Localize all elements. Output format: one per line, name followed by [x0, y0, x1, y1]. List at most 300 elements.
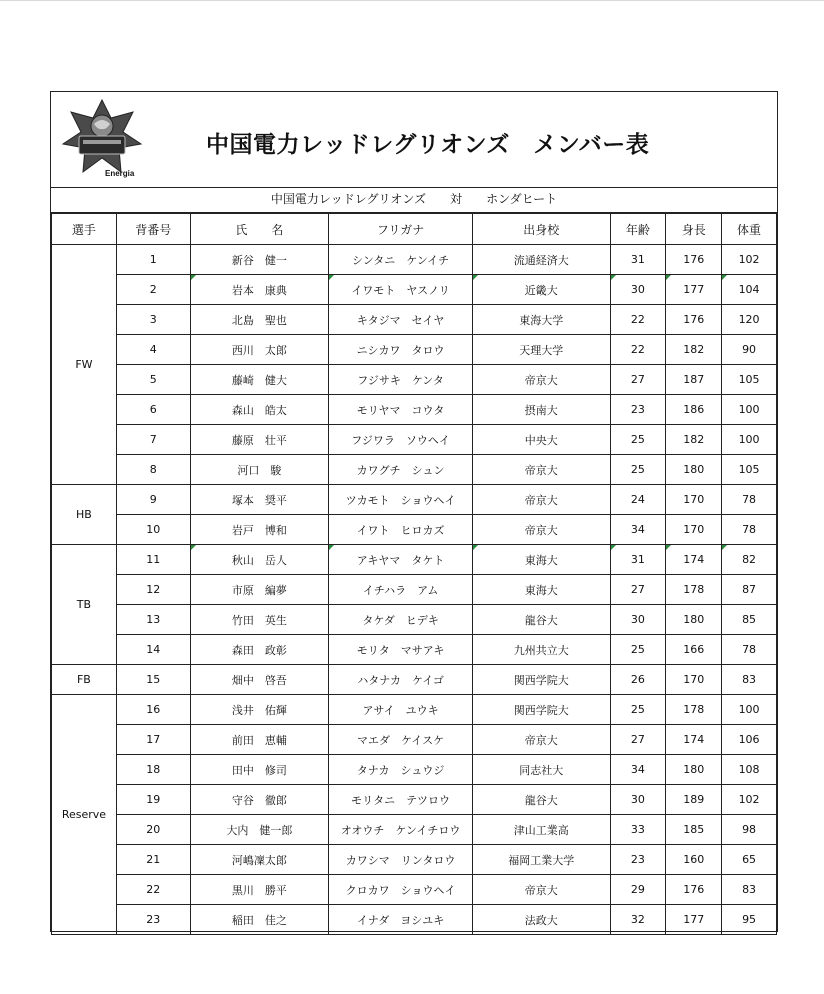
cell-height	[666, 305, 722, 335]
cell-name	[190, 455, 329, 485]
cell-name	[190, 275, 329, 305]
player-row	[52, 515, 777, 545]
player-school: 帝京大	[524, 373, 558, 387]
cell-school	[472, 875, 610, 905]
cell-school	[472, 605, 610, 635]
cell-weight	[722, 785, 777, 815]
cell-school	[472, 335, 610, 365]
player-number: 22	[146, 883, 161, 896]
player-height: 180	[683, 613, 705, 626]
cell-height	[666, 755, 722, 785]
cell-name	[190, 545, 329, 575]
player-row	[52, 785, 777, 815]
cell-weight	[722, 725, 777, 755]
logo-wordmark: Energia	[105, 169, 135, 178]
player-height: 160	[683, 853, 705, 866]
player-name: 守谷 徹郎	[231, 793, 287, 807]
cell-weight	[722, 635, 777, 665]
cell-furigana	[329, 845, 473, 875]
cell-furigana	[329, 455, 473, 485]
cell-furigana	[329, 695, 473, 725]
cell-school	[472, 665, 610, 695]
player-school: 流通経済大	[513, 253, 569, 267]
cell-name	[190, 785, 329, 815]
cell-furigana	[329, 815, 473, 845]
player-row	[52, 305, 777, 335]
player-school: 龍谷大	[524, 613, 558, 627]
player-number: 11	[146, 553, 161, 566]
player-school: 帝京大	[524, 733, 558, 747]
cell-name	[190, 365, 329, 395]
player-age: 33	[630, 823, 645, 836]
player-weight: 78	[742, 523, 757, 536]
cell-number	[116, 755, 190, 785]
player-school: 法政大	[524, 913, 558, 927]
cell-school	[472, 725, 610, 755]
comment-marker-icon	[722, 545, 727, 550]
player-height: 177	[683, 913, 705, 926]
player-weight: 90	[742, 343, 757, 356]
player-age: 25	[630, 703, 645, 716]
player-height: 170	[683, 523, 705, 536]
player-furigana: モリタニ テツロウ	[351, 793, 450, 807]
cell-name	[190, 845, 329, 875]
cell-height	[666, 365, 722, 395]
cell-name	[190, 515, 329, 545]
player-name: 黒川 勝平	[231, 883, 287, 897]
player-name: 西川 太郎	[231, 343, 287, 357]
player-furigana: ハタナカ ケイゴ	[357, 673, 444, 687]
cell-number	[116, 545, 190, 575]
player-name: 市原 編夢	[231, 583, 287, 597]
cell-number	[116, 905, 190, 935]
player-number: 12	[146, 583, 161, 596]
player-weight: 85	[742, 613, 757, 626]
cell-weight	[722, 335, 777, 365]
player-furigana: マエダ ケイスケ	[357, 733, 445, 747]
cell-number	[116, 335, 190, 365]
player-school: 帝京大	[524, 883, 558, 897]
cell-age	[610, 875, 666, 905]
player-furigana: イワモト ヤスノリ	[351, 283, 450, 297]
player-row	[52, 875, 777, 905]
cell-number	[116, 605, 190, 635]
player-age: 23	[630, 853, 645, 866]
cell-height	[666, 815, 722, 845]
player-furigana: クロカワ ショウヘイ	[345, 883, 456, 897]
cell-school	[472, 905, 610, 935]
cell-school	[472, 305, 610, 335]
player-furigana: ニシカワ タロウ	[356, 343, 445, 357]
comment-marker-icon	[722, 275, 727, 280]
player-weight: 78	[742, 493, 757, 506]
cell-height	[666, 245, 722, 275]
cell-name	[190, 605, 329, 635]
comment-marker-icon	[191, 545, 196, 550]
player-weight: 106	[738, 733, 760, 746]
player-row	[52, 695, 777, 725]
cell-number	[116, 275, 190, 305]
player-number: 17	[146, 733, 161, 746]
cell-weight	[722, 755, 777, 785]
player-school: 天理大学	[519, 343, 564, 357]
cell-weight	[722, 425, 777, 455]
cell-number	[116, 635, 190, 665]
cell-furigana	[329, 515, 473, 545]
player-name: 岩本 康典	[231, 283, 287, 297]
player-name: 浅井 佑輝	[231, 703, 287, 717]
player-number: 14	[146, 643, 161, 656]
roster-body	[52, 245, 777, 935]
player-number: 3	[149, 313, 157, 326]
cell-name	[190, 395, 329, 425]
cell-school	[472, 695, 610, 725]
cell-name	[190, 335, 329, 365]
player-name: 畑中 啓吾	[231, 673, 287, 687]
player-school: 帝京大	[524, 523, 558, 537]
player-height: 185	[683, 823, 705, 836]
player-row	[52, 395, 777, 425]
player-weight: 95	[742, 913, 757, 926]
player-height: 170	[683, 673, 705, 686]
cell-name	[190, 635, 329, 665]
player-name: 竹田 英生	[231, 613, 287, 627]
cell-height	[666, 695, 722, 725]
player-number: 15	[146, 673, 161, 686]
cell-height	[666, 905, 722, 935]
comment-marker-icon	[329, 275, 334, 280]
cell-height	[666, 455, 722, 485]
col-furigana: フリガナ	[329, 214, 473, 245]
player-school: 龍谷大	[524, 793, 558, 807]
player-school: 九州共立大	[513, 643, 569, 657]
cell-furigana	[329, 605, 473, 635]
player-number: 16	[146, 703, 161, 716]
col-number: 背番号	[116, 214, 190, 245]
player-row	[52, 485, 777, 515]
col-name: 氏 名	[190, 214, 329, 245]
cell-number	[116, 515, 190, 545]
player-name: 稲田 佳之	[231, 913, 287, 927]
player-height: 170	[683, 493, 705, 506]
player-weight: 65	[742, 853, 757, 866]
player-age: 22	[630, 313, 645, 326]
cell-height	[666, 275, 722, 305]
player-row	[52, 725, 777, 755]
player-name: 田中 修司	[231, 763, 287, 777]
cell-name	[190, 425, 329, 455]
col-age: 年齢	[610, 214, 666, 245]
player-height: 182	[683, 433, 705, 446]
player-row	[52, 425, 777, 455]
player-furigana: モリタ マサアキ	[356, 643, 445, 657]
cell-weight	[722, 395, 777, 425]
col-position: 選手	[52, 214, 117, 245]
player-number: 18	[146, 763, 161, 776]
cell-number	[116, 875, 190, 905]
player-height: 174	[683, 733, 705, 746]
cell-age	[610, 605, 666, 635]
player-furigana: シンタニ ケンイチ	[351, 253, 450, 267]
cell-age	[610, 785, 666, 815]
cell-name	[190, 815, 329, 845]
cell-age	[610, 635, 666, 665]
player-weight: 102	[738, 793, 760, 806]
cell-height	[666, 725, 722, 755]
player-age: 26	[630, 673, 645, 686]
cell-weight	[722, 815, 777, 845]
cell-weight	[722, 365, 777, 395]
cell-weight	[722, 305, 777, 335]
cell-name	[190, 905, 329, 935]
cell-height	[666, 425, 722, 455]
cell-name	[190, 485, 329, 515]
player-height: 178	[683, 703, 705, 716]
cell-school	[472, 845, 610, 875]
col-weight: 体重	[722, 214, 777, 245]
cell-age	[610, 815, 666, 845]
away-team: ホンダヒート	[486, 192, 558, 206]
player-weight: 100	[738, 403, 760, 416]
player-furigana: キタジマ セイヤ	[356, 313, 445, 327]
cell-furigana	[329, 575, 473, 605]
cell-weight	[722, 515, 777, 545]
cell-name	[190, 875, 329, 905]
player-age: 25	[630, 463, 645, 476]
cell-school	[472, 815, 610, 845]
player-height: 177	[683, 283, 705, 296]
player-row	[52, 275, 777, 305]
cell-school	[472, 635, 610, 665]
player-school: 関西学院大	[513, 703, 569, 717]
cell-age	[610, 395, 666, 425]
player-number: 10	[146, 523, 161, 536]
cell-height	[666, 845, 722, 875]
cell-school	[472, 485, 610, 515]
player-school: 津山工業高	[513, 823, 569, 837]
cell-age	[610, 725, 666, 755]
cell-number	[116, 365, 190, 395]
cell-height	[666, 335, 722, 365]
col-height: 身長	[666, 214, 722, 245]
player-weight: 108	[738, 763, 760, 776]
player-number: 20	[146, 823, 161, 836]
player-school: 東海大	[524, 553, 558, 567]
cell-furigana	[329, 755, 473, 785]
player-row	[52, 605, 777, 635]
cell-number	[116, 845, 190, 875]
player-height: 176	[683, 883, 705, 896]
top-divider	[0, 0, 824, 1]
player-name: 藤原 壮平	[231, 433, 287, 447]
player-weight: 105	[738, 373, 760, 386]
player-name: 秋山 岳人	[231, 553, 287, 567]
cell-furigana	[329, 335, 473, 365]
position-group-hb: HB	[52, 485, 117, 545]
player-school: 近畿大	[524, 283, 558, 297]
player-number: 9	[149, 493, 157, 506]
cell-age	[610, 365, 666, 395]
cell-height	[666, 665, 722, 695]
comment-marker-icon	[666, 545, 671, 550]
player-height: 174	[683, 553, 705, 566]
match-line	[51, 187, 777, 213]
player-furigana: イチハラ アム	[362, 583, 439, 597]
cell-furigana	[329, 305, 473, 335]
player-weight: 105	[738, 463, 760, 476]
cell-weight	[722, 905, 777, 935]
player-furigana: オオウチ ケンイチロウ	[340, 823, 461, 837]
col-school: 出身校	[472, 214, 610, 245]
cell-school	[472, 425, 610, 455]
player-school: 関西学院大	[513, 673, 569, 687]
cell-weight	[722, 875, 777, 905]
cell-age	[610, 455, 666, 485]
player-height: 189	[683, 793, 705, 806]
cell-furigana	[329, 875, 473, 905]
cell-age	[610, 335, 666, 365]
player-number: 4	[149, 343, 157, 356]
player-school: 摂南大	[524, 403, 558, 417]
player-age: 29	[630, 883, 645, 896]
player-row	[52, 245, 777, 275]
cell-name	[190, 575, 329, 605]
player-age: 25	[630, 643, 645, 656]
position-group-tb: TB	[52, 545, 117, 665]
cell-school	[472, 755, 610, 785]
versus-label: 対	[450, 192, 463, 206]
cell-school	[472, 575, 610, 605]
player-age: 23	[630, 403, 645, 416]
cell-furigana	[329, 665, 473, 695]
player-number: 8	[149, 463, 157, 476]
cell-furigana	[329, 365, 473, 395]
cell-weight	[722, 605, 777, 635]
cell-furigana	[329, 905, 473, 935]
cell-age	[610, 275, 666, 305]
comment-marker-icon	[329, 545, 334, 550]
player-school: 同志社大	[519, 763, 564, 777]
cell-weight	[722, 575, 777, 605]
cell-furigana	[329, 785, 473, 815]
player-height: 176	[683, 253, 705, 266]
cell-name	[190, 245, 329, 275]
cell-furigana	[329, 275, 473, 305]
player-furigana: アキヤマ タケト	[356, 553, 445, 567]
comment-marker-icon	[473, 545, 478, 550]
player-age: 32	[630, 913, 645, 926]
player-school: 帝京大	[524, 493, 558, 507]
player-name: 新谷 健一	[231, 253, 287, 267]
player-row	[52, 755, 777, 785]
player-age: 30	[630, 793, 645, 806]
cell-furigana	[329, 545, 473, 575]
player-row	[52, 365, 777, 395]
cell-age	[610, 305, 666, 335]
cell-school	[472, 545, 610, 575]
home-team: 中国電力レッドレグリオンズ	[270, 192, 427, 206]
player-weight: 100	[738, 433, 760, 446]
team-logo	[61, 96, 143, 182]
player-number: 1	[149, 253, 157, 266]
player-furigana: モリヤマ コウタ	[356, 403, 445, 417]
cell-weight	[722, 845, 777, 875]
cell-age	[610, 425, 666, 455]
player-furigana: イワト ヒロカズ	[356, 523, 445, 537]
cell-height	[666, 785, 722, 815]
player-number: 6	[149, 403, 157, 416]
header-row	[52, 214, 777, 245]
cell-weight	[722, 485, 777, 515]
player-age: 25	[630, 433, 645, 446]
player-furigana: ツカモト ショウヘイ	[345, 493, 456, 507]
player-school: 東海大	[524, 583, 558, 597]
player-weight: 83	[742, 883, 757, 896]
player-row	[52, 845, 777, 875]
player-furigana: フジワラ ソウヘイ	[351, 433, 450, 447]
cell-height	[666, 875, 722, 905]
player-school: 帝京大	[524, 463, 558, 477]
cell-school	[472, 245, 610, 275]
player-age: 22	[630, 343, 645, 356]
player-furigana: カワグチ シュン	[356, 463, 445, 477]
player-row	[52, 575, 777, 605]
player-age: 34	[630, 763, 645, 776]
player-age: 27	[630, 583, 645, 596]
cell-height	[666, 395, 722, 425]
cell-school	[472, 275, 610, 305]
player-weight: 87	[742, 583, 757, 596]
cell-height	[666, 485, 722, 515]
roster-table	[51, 213, 777, 935]
player-name: 河嶋凜太郎	[231, 853, 287, 867]
player-name: 大内 健一郎	[226, 823, 293, 837]
player-weight: 120	[738, 313, 760, 326]
cell-age	[610, 515, 666, 545]
player-number: 21	[146, 853, 161, 866]
player-height: 166	[683, 643, 705, 656]
player-height: 180	[683, 763, 705, 776]
player-weight: 82	[742, 553, 757, 566]
player-school: 東海大学	[519, 313, 564, 327]
player-age: 30	[630, 283, 645, 296]
player-number: 19	[146, 793, 161, 806]
player-name: 河口 駿	[237, 463, 282, 477]
cell-age	[610, 545, 666, 575]
cell-weight	[722, 545, 777, 575]
cell-number	[116, 485, 190, 515]
cell-school	[472, 785, 610, 815]
player-number: 5	[149, 373, 157, 386]
player-row	[52, 905, 777, 935]
player-furigana: カワシマ リンタロウ	[345, 853, 456, 867]
cell-height	[666, 545, 722, 575]
player-number: 2	[149, 283, 157, 296]
cell-school	[472, 515, 610, 545]
cell-weight	[722, 665, 777, 695]
sheet-header	[51, 92, 777, 188]
player-row	[52, 335, 777, 365]
player-weight: 102	[738, 253, 760, 266]
cell-number	[116, 695, 190, 725]
player-height: 182	[683, 343, 705, 356]
cell-name	[190, 755, 329, 785]
cell-name	[190, 725, 329, 755]
cell-height	[666, 575, 722, 605]
player-height: 176	[683, 313, 705, 326]
player-furigana: アサイ ユウキ	[362, 703, 439, 717]
cell-furigana	[329, 245, 473, 275]
